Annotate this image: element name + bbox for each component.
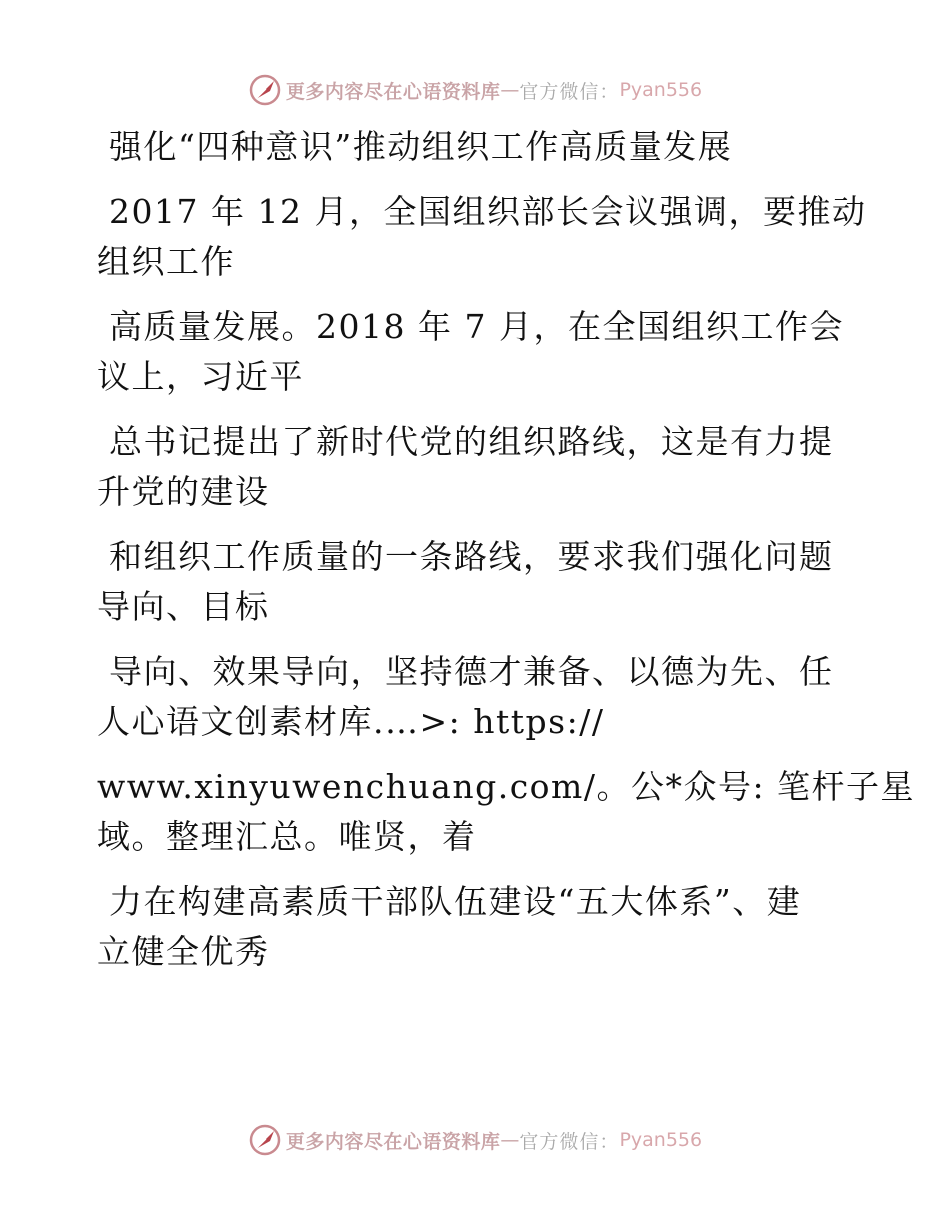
paragraph-line: 导向、效果导向，坚持德才兼备、以德为先、任 xyxy=(109,652,834,691)
paragraph-line: 人心语文创素材库.…>: https:// xyxy=(97,702,605,741)
watermark-bottom xyxy=(0,1120,950,1160)
paragraph-line: 总书记提出了新时代党的组织路线，这是有力提 xyxy=(109,422,834,461)
paragraph-1 xyxy=(97,187,867,287)
document-title: 强化“四种意识”推动组织工作高质量发展 xyxy=(109,127,733,166)
paragraph-line: 组织工作 xyxy=(97,242,235,281)
watermark-separator: — xyxy=(500,1129,520,1151)
paragraph-line: 升党的建设 xyxy=(97,472,270,511)
watermark-wechat-id: Pyan556 xyxy=(619,79,703,101)
watermark-brand: 更多内容尽在心语资料库 xyxy=(285,1130,501,1153)
quill-logo-icon xyxy=(248,1123,282,1157)
paragraph-line: 高质量发展。2018 年 7 月，在全国组织工作会 xyxy=(109,307,844,346)
watermark-separator: — xyxy=(500,79,520,101)
watermark-wechat-label: 官方微信： xyxy=(519,1130,620,1153)
quill-logo-icon xyxy=(248,73,282,107)
watermark-wechat-label: 官方微信： xyxy=(519,80,620,103)
paragraph-line: 力在构建高素质干部队伍建设“五大体系”、建 xyxy=(109,882,802,921)
watermark-brand: 更多内容尽在心语资料库 xyxy=(285,80,501,103)
paragraph-line: 和组织工作质量的一条路线，要求我们强化问题 xyxy=(109,537,834,576)
paragraph-line: www.xinyuwenchuang.com/。公*众号: 笔杆子星 xyxy=(97,767,916,806)
watermark-top xyxy=(0,70,950,110)
paragraph-6 xyxy=(97,877,857,977)
document-body xyxy=(97,122,916,977)
paragraph-2 xyxy=(97,302,857,402)
paragraph-line: 立健全优秀 xyxy=(97,932,270,971)
paragraph-5 xyxy=(97,647,916,862)
paragraph-line: 域。整理汇总。唯贤，着 xyxy=(97,817,477,856)
watermark-wechat-id: Pyan556 xyxy=(619,1129,703,1151)
paragraph-line: 议上，习近平 xyxy=(97,357,304,396)
paragraph-line: 导向、目标 xyxy=(97,587,270,626)
paragraph-3 xyxy=(97,417,857,517)
paragraph-4 xyxy=(97,532,857,632)
paragraph-line: 2017 年 12 月，全国组织部长会议强调，要推动 xyxy=(109,192,867,231)
